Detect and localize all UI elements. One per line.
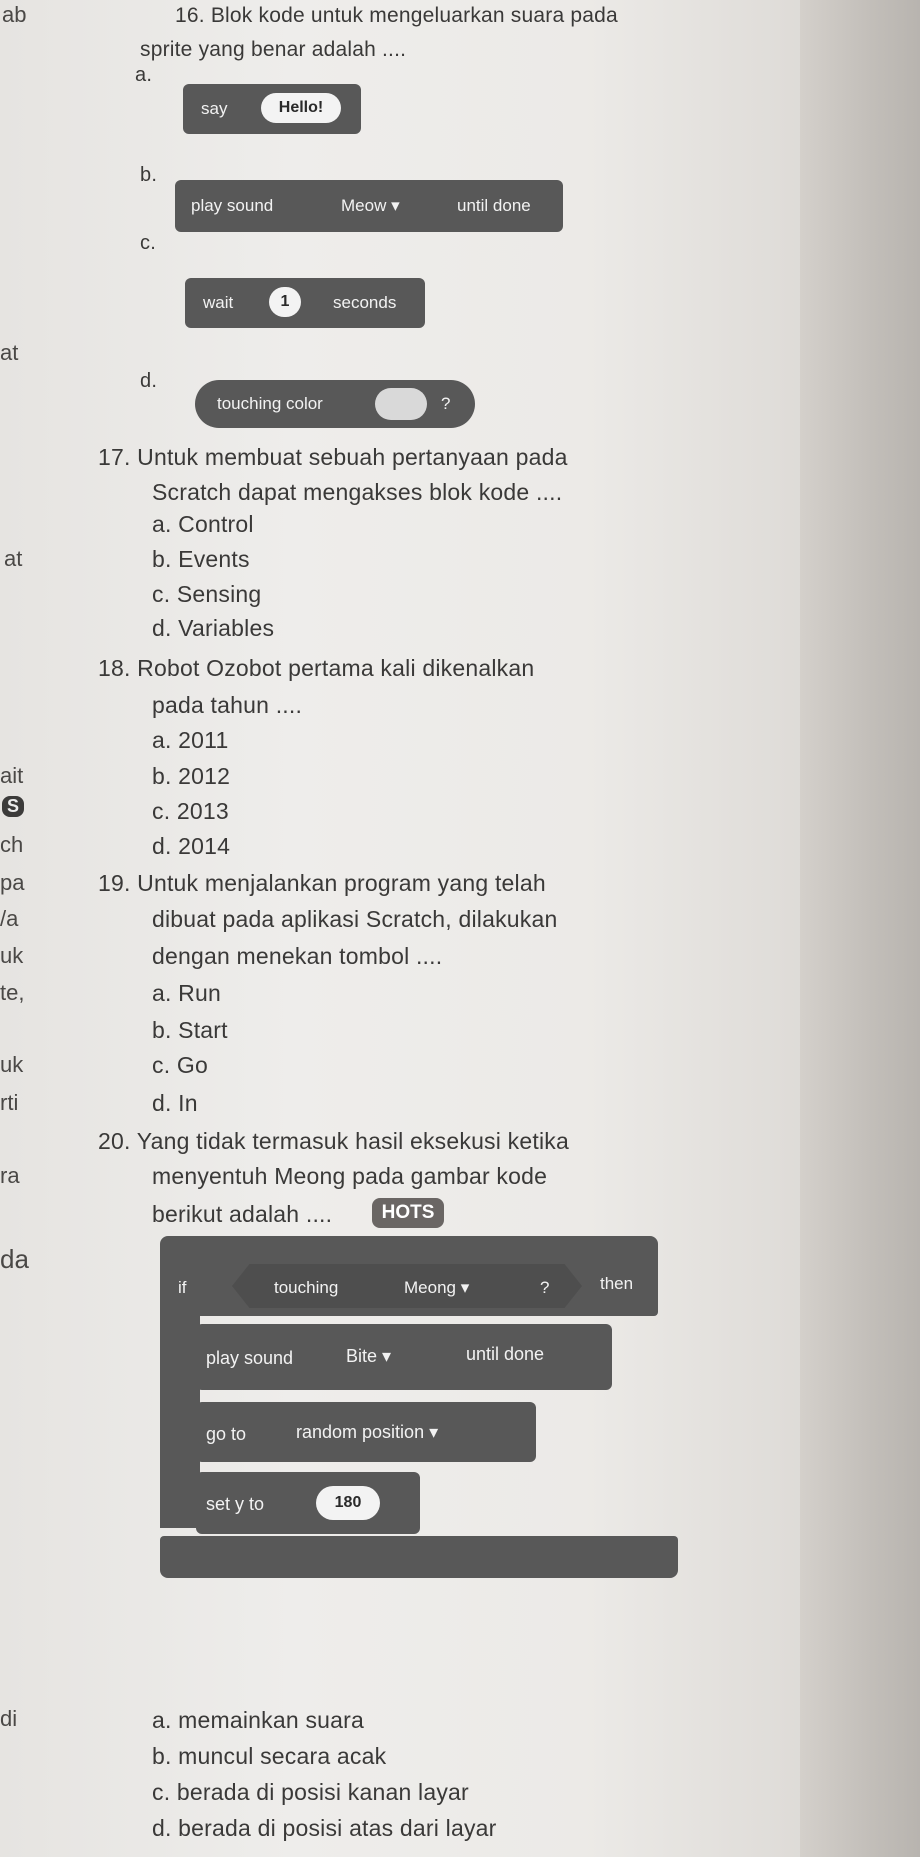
question-19-line1: 19. Untuk menjalankan program yang telah xyxy=(98,870,546,896)
touching-color-block xyxy=(195,380,475,428)
margin-text: di xyxy=(0,1706,18,1731)
option-16d-label: d. xyxy=(140,370,158,392)
option-18c: c. 2013 xyxy=(152,798,229,824)
option-19a: a. Run xyxy=(152,980,221,1006)
position-dropdown: random position ▾ xyxy=(296,1422,439,1442)
seconds-value: 1 xyxy=(280,293,290,310)
play-sound-block xyxy=(175,180,563,232)
page-edge xyxy=(800,0,920,1857)
until-done-label: until done xyxy=(466,1344,545,1364)
if-then-c-block xyxy=(160,1236,678,1556)
question-17-line1: 17. Untuk membuat sebuah pertanyaan pada xyxy=(98,444,568,470)
if-arm xyxy=(160,1306,200,1528)
touching-color-label: touching color xyxy=(217,394,323,413)
then-label: then xyxy=(600,1274,634,1293)
question-20-line1: 20. Yang tidak termasuk hasil eksekusi ketika xyxy=(98,1128,569,1154)
if-footer xyxy=(160,1536,678,1578)
play-sound-bite-block xyxy=(196,1324,612,1390)
hots-badge: HOTS xyxy=(372,1198,444,1228)
question-18-line2: pada tahun .... xyxy=(152,692,303,718)
sound-dropdown: Meow ▾ xyxy=(341,196,400,215)
option-18d: d. 2014 xyxy=(152,833,231,859)
if-label: if xyxy=(178,1278,187,1297)
sound-dropdown: Bite ▾ xyxy=(346,1346,392,1366)
question-20-line3: berikut adalah .... xyxy=(152,1201,333,1227)
color-swatch xyxy=(375,388,427,420)
question-16-line2: sprite yang benar adalah .... xyxy=(140,38,407,61)
margin-text: pa xyxy=(0,870,25,895)
say-label: say xyxy=(201,99,228,118)
margin-text: ab xyxy=(2,2,27,27)
margin-text: uk xyxy=(0,1052,24,1077)
option-18a: a. 2011 xyxy=(152,727,229,753)
play-sound-label: play sound xyxy=(191,196,274,215)
seconds-input xyxy=(269,287,301,317)
question-19-line2: dibuat pada aplikasi Scratch, dilakukan xyxy=(152,906,558,932)
wait-block xyxy=(185,278,425,328)
question-mark: ? xyxy=(441,394,451,413)
seconds-label: seconds xyxy=(333,293,397,312)
wait-label: wait xyxy=(203,293,234,312)
margin-text: ait xyxy=(0,763,24,788)
play-sound-label: play sound xyxy=(206,1348,294,1368)
option-20a: a. memainkan suara xyxy=(152,1707,364,1733)
go-to-label: go to xyxy=(206,1424,247,1444)
y-value-input xyxy=(316,1486,380,1520)
option-20d: d. berada di posisi atas dari layar xyxy=(152,1815,497,1841)
if-header xyxy=(160,1236,658,1316)
option-20c: c. berada di posisi kanan layar xyxy=(152,1779,469,1805)
margin-text: uk xyxy=(0,943,24,968)
question-17-line2: Scratch dapat mengakses blok kode .... xyxy=(152,479,563,505)
margin-text: da xyxy=(0,1244,29,1274)
say-block xyxy=(183,84,361,134)
margin-text: te, xyxy=(0,980,25,1005)
margin-text: S xyxy=(2,796,24,817)
sprite-dropdown: Meong ▾ xyxy=(404,1278,470,1297)
question-18-line1: 18. Robot Ozobot pertama kali dikenalkan xyxy=(98,655,535,681)
option-17c: c. Sensing xyxy=(152,581,262,607)
margin-text: at xyxy=(0,340,19,365)
option-17a: a. Control xyxy=(152,511,254,537)
hello-input xyxy=(261,93,341,123)
question-19-line3: dengan menekan tombol .... xyxy=(152,943,443,969)
y-value: 180 xyxy=(334,1494,362,1511)
question-20-line2: menyentuh Meong pada gambar kode xyxy=(152,1163,548,1189)
margin-text: ch xyxy=(0,832,24,857)
margin-text: rti xyxy=(0,1090,19,1115)
option-19b: b. Start xyxy=(152,1017,228,1043)
option-16a-label: a. xyxy=(135,64,153,86)
margin-text: ra xyxy=(0,1163,20,1188)
margin-text: at xyxy=(4,546,23,571)
option-20b: b. muncul secara acak xyxy=(152,1743,387,1769)
option-16b-label: b. xyxy=(140,164,158,186)
option-18b: b. 2012 xyxy=(152,763,231,789)
option-19d: d. In xyxy=(152,1090,198,1116)
option-19c: c. Go xyxy=(152,1052,208,1078)
question-mark: ? xyxy=(540,1278,550,1297)
question-16-line1: 16. Blok kode untuk mengeluarkan suara pada xyxy=(175,4,618,27)
touching-label: touching xyxy=(274,1278,339,1297)
set-y-block xyxy=(196,1472,420,1534)
set-y-label: set y to xyxy=(206,1494,265,1514)
option-16c-label: c. xyxy=(140,232,156,254)
option-17d: d. Variables xyxy=(152,615,275,641)
hello-text: Hello! xyxy=(278,99,324,116)
go-to-block xyxy=(196,1402,536,1462)
until-done-label: until done xyxy=(457,196,531,215)
margin-text: /a xyxy=(0,906,19,931)
option-17b: b. Events xyxy=(152,546,250,572)
